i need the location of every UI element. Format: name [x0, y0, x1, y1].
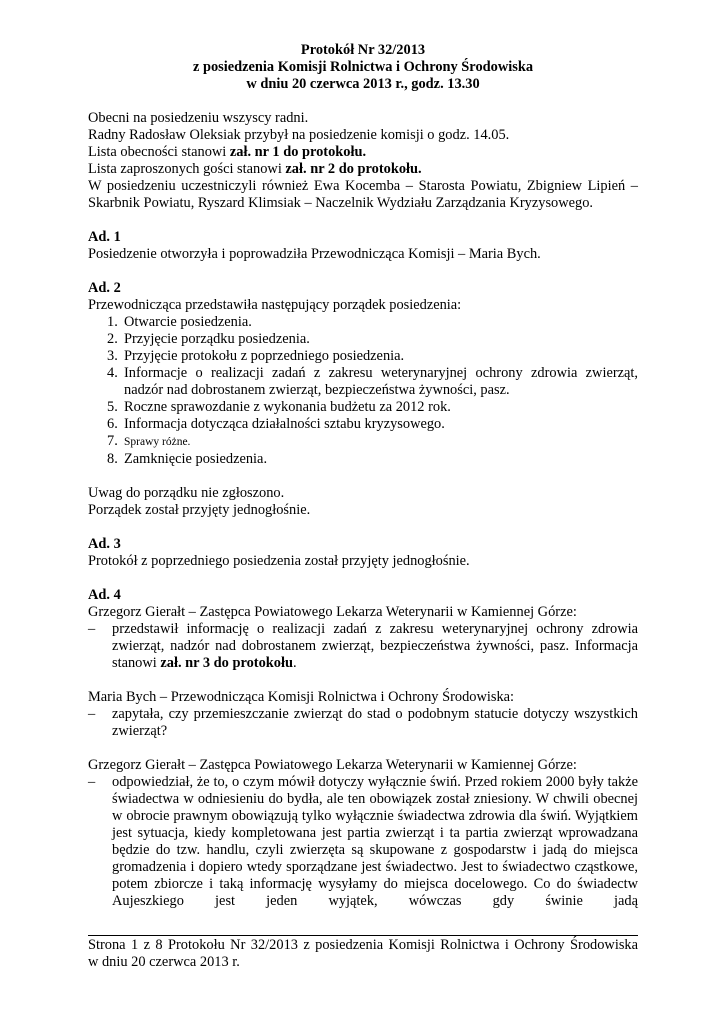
attachment-ref-1: zał. nr 1 do protokołu.	[229, 144, 367, 160]
ad2-intro: Przewodnicząca przedstawiła następujący porządek posiedzenia:	[88, 297, 462, 313]
intro-line-late-arrival: Radny Radosław Oleksiak przybył na posiedzenie komisji o godz. 14.05.	[88, 127, 510, 143]
attachment-ref-2: zał. nr 2 do protokołu.	[285, 161, 422, 177]
section-ad4	[88, 587, 638, 910]
title-line-2: z posiedzenia Komisji Rolnictwa i Ochrony Środowiska	[192, 59, 534, 75]
ad4-heading: Ad. 4	[88, 587, 121, 603]
ad2-note-accepted: Porządek został przyjęty jednogłośnie.	[88, 502, 311, 518]
section-ad2	[88, 280, 638, 519]
section-ad1	[88, 229, 638, 263]
agenda-item: 2. Przyjęcie porządku posiedzenia.	[107, 331, 310, 347]
ad3-heading: Ad. 3	[88, 536, 121, 552]
document-title	[88, 42, 638, 93]
intro-line-guest-list: Lista zaproszonych gości stanowi zał. nr 2 do protokołu.	[88, 161, 422, 177]
agenda-item: 7. Sprawy różne.	[107, 433, 191, 449]
intro-line-attendance-list: Lista obecności stanowi zał. nr 1 do protokołu.	[88, 144, 367, 160]
ad2-note-no-remarks: Uwag do porządku nie zgłoszono.	[88, 485, 285, 501]
ad2-heading: Ad. 2	[88, 280, 121, 296]
attachment-ref-3: zał. nr 3 do protokołu	[160, 655, 293, 671]
statement-3: – odpowiedział, że to, o czym mówił dotyczy wyłącznie świń. Przed rokiem 2000 były także świadectwa w odniesieniu do bydła, ale ten obowiązek został zniesiony. W chwili obecnej w obrocie prawnym obowiązują tylko wyłącznie świadectwa zdrowia dla świń. Wyjątkiem jest sytuacja, kiedy kompletowana jest partia zwierząt i ta partia zwierząt wprowadzana będzie do tzw. handlu, czyli zwierzęta są skupowane z gospodarstw i jadą do miejsca gromadzenia i dopiero wtedy sporządzane jest świadectwo. Jest to świadectwo cząstkowe, potem zbiorcze i taką informację wysyłamy do miejsca docelowego. Co do świadectw Aujeszkiego jest jeden wyjątek, wówczas gdy świnie jadą	[88, 774, 638, 909]
agenda-item: 5. Roczne sprawozdanie z wykonania budżetu za 2012 rok.	[107, 399, 451, 415]
ad3-text: Protokół z poprzedniego posiedzenia został przyjęty jednogłośnie.	[88, 553, 470, 569]
footer-line-2: w dniu 20 czerwca 2013 r.	[88, 954, 240, 970]
speaker-1: Grzegorz Gierałt – Zastępca Powiatowego Lekarza Weterynarii w Kamiennej Górze:	[88, 604, 577, 620]
speaker-2: Maria Bych – Przewodnicząca Komisji Rolnictwa i Ochrony Środowiska:	[88, 689, 515, 705]
speaker-3: Grzegorz Gierałt – Zastępca Powiatowego Lekarza Weterynarii w Kamiennej Górze:	[88, 757, 577, 773]
ad1-heading: Ad. 1	[88, 229, 121, 245]
agenda-item: 4. Informacje o realizacji zadań z zakresu weterynaryjnej ochrony zdrowia zwierząt, nadzór nad dobrostanem zwierząt, bezpieczeństwa żywności, pasz.	[107, 365, 638, 398]
footer-divider	[88, 935, 638, 936]
agenda-item: 8. Zamknięcie posiedzenia.	[107, 451, 268, 467]
agenda-item: 1. Otwarcie posiedzenia.	[107, 314, 252, 330]
statement-1: – przedstawił informację o realizacji zadań z zakresu weterynaryjnej ochrony zdrowia zwierząt, nadzór nad dobrostanem zwierząt, bezpieczeństwa żywności, pasz. Informacja stanowi zał. nr 3 do protokołu.	[88, 621, 638, 671]
agenda-item: 3. Przyjęcie protokołu z poprzedniego posiedzenia.	[107, 348, 405, 364]
intro-line-attendance: Obecni na posiedzeniu wszyscy radni.	[88, 110, 309, 126]
intro-line-participants: W posiedzeniu uczestniczyli również Ewa Kocemba – Starosta Powiatu, Zbigniew Lipień – Skarbnik Powiatu, Ryszard Klimsiak – Naczelnik Wydziału Zarządzania Kryzysowego.	[88, 178, 638, 211]
section-ad3	[88, 536, 638, 570]
title-line-1: Protokół Nr 32/2013	[300, 42, 426, 58]
title-line-3: w dniu 20 czerwca 2013 r., godz. 13.30	[246, 76, 480, 92]
statement-2: – zapytała, czy przemieszczanie zwierząt do stad o podobnym statucie dotyczy wszystkich zwierząt?	[88, 706, 638, 739]
ad1-text: Posiedzenie otworzyła i poprowadziła Przewodnicząca Komisji – Maria Bych.	[88, 246, 541, 262]
footer-line-1: Strona 1 z 8 Protokołu Nr 32/2013 z posiedzenia Komisji Rolnictwa i Ochrony Środowiska	[88, 937, 638, 953]
agenda-list	[88, 314, 638, 468]
page-footer	[88, 937, 638, 971]
agenda-item: 6. Informacja dotycząca działalności sztabu kryzysowego.	[107, 416, 445, 432]
document-body	[88, 42, 638, 910]
intro-section	[88, 110, 638, 212]
